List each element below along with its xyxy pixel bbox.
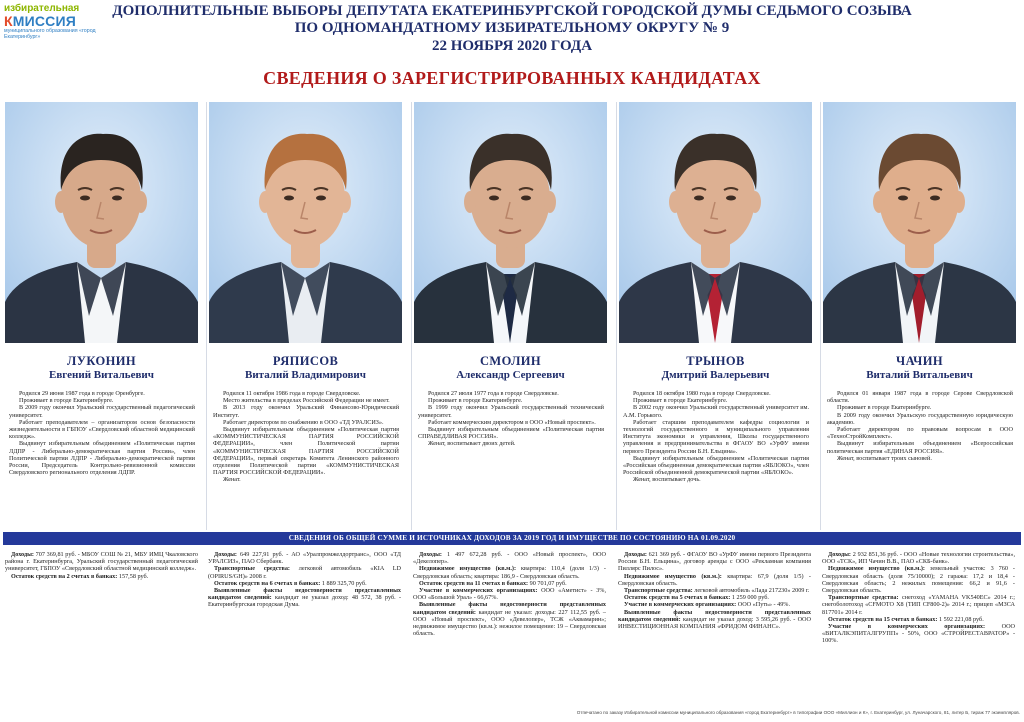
income-paragraph: Выявленные факты недостоверности представленных кандидатом сведений: кандидат не указал доход: 48 572, 38 руб. - Екатеринбургская городская Дума.: [208, 587, 401, 609]
candidate-card: [616, 102, 813, 530]
biography-paragraph: В 2009 году окончил Уральскую государственную юридическую академию.: [827, 411, 1013, 426]
election-date: 22 НОЯБРЯ 2020 ГОДА: [431, 38, 593, 54]
biography-paragraph: В 2013 году окончил Уральский Финансово-Юридический Институт.: [213, 404, 399, 419]
income-paragraph: Недвижимое имущество (кв.м.): земельный участок: 3 760 - Свердловская область (доля 75/10000); 2 гаража: 17,2 и 18,4 - Свердловская область; 2 нежилых помещения: 66,2 и 91,6 - Свердловская область.: [822, 565, 1015, 595]
title-line-1: ДОПОЛНИТЕЛЬНЫЕ ВЫБОРЫ ДЕПУТАТА ЕКАТЕРИНБУРГСКОЙ ГОРОДСКОЙ ДУМЫ СЕДЬМОГО СОЗЫВА: [112, 3, 912, 19]
biography-paragraph: Выдвинут избирательным объединением «Политическая партия СПРАВЕДЛИВАЯ РОССИЯ».: [418, 426, 604, 441]
biography-paragraph: Выдвинут избирательным объединением «Политическая партия ЛДПР - Либерально-демократическая партия России», член Политической партии ЛДПР - Либерально-демократической партии России, Председатель Контрольно-ревизионной комиссии Свердловского регионального отделения ЛДПР.: [9, 440, 195, 477]
title-line-2: ПО ОДНОМАНДАТНОМУ ИЗБИРАТЕЛЬНОМУ ОКРУГУ № 9: [294, 20, 730, 36]
candidate-surname: ТРЫНОВ: [686, 354, 745, 368]
candidate-surname: ЛУКОНИН: [67, 354, 136, 368]
income-paragraph: Выявленные факты недостоверности представленных кандидатом сведений: кандидат не указал: доходы: 227 112,55 руб. – ООО «Новый проспект», ООО «Девелопер», ТСЖ «Аквамарин»; недвижимое имущество (кв.м.): нежилое помещение: 19 – Свердловская область.: [413, 601, 607, 638]
logo-line-1: избирательная: [4, 3, 80, 14]
biography-paragraph: Работает директором по правовым вопросам в ООО «ТехноСтройКомплект».: [827, 426, 1013, 441]
election-commission-logo: [4, 3, 99, 43]
candidate-given-name: Дмитрий Валерьевич: [661, 369, 770, 381]
income-paragraph: Выявленные факты недостоверности представленных кандидатом сведений: кандидат не указал доход: 3 595,26 руб. - ООО ИНВЕСТИЦИОННАЯ КОМПАНИЯ «ФРИДОМ ФИНАНС».: [618, 608, 811, 631]
income-paragraph: Транспортные средства: легковой автомобиль «Лада 217230» 2009 г.: [624, 587, 810, 595]
candidate-income-details: [822, 551, 1015, 701]
candidate-photo: [619, 102, 812, 343]
candidate-biography: [213, 390, 399, 484]
income-paragraph: Доходы: 649 227,91 руб. - АО «Уралпромжелдортранс», ООО «ТД УРАЛСИЗ», ПАО Сбербанк.: [208, 551, 401, 566]
biography-paragraph: Женат, воспитывает двоих детей.: [428, 440, 516, 448]
candidate-surname: СМОЛИН: [479, 354, 542, 368]
income-paragraph: Недвижимое имущество (кв.м.): квартира: 110,4 (доля 1/3) - Свердловская область; квартира: 186,9 - Свердловская область.: [413, 565, 606, 580]
income-paragraph: Остаток средств на 5 счетах в банках: 1 259 000 руб.: [624, 594, 769, 602]
biography-paragraph: Проживает в городе Екатеринбурге.: [633, 397, 728, 405]
biography-paragraph: В 2009 году окончил Уральский государственный педагогический университет.: [9, 404, 195, 419]
candidate-card: [411, 102, 608, 530]
biography-paragraph: Проживает в городе Екатеринбурге.: [19, 397, 114, 405]
biography-paragraph: Родился 18 октября 1980 года в городе Свердловске.: [633, 390, 771, 397]
biography-paragraph: В 2002 году окончил Уральский государственный университет им. А.М. Горького.: [623, 404, 809, 419]
biography-paragraph: Работает директором по снабжению в ООО «ТД УРАЛСИЗ».: [223, 418, 384, 426]
income-paragraph: Остаток средств на 11 счетах в банках: 90 701,07 руб.: [419, 579, 567, 587]
poster-header: [0, 0, 1024, 96]
biography-paragraph: Место жительства в пределах Российской Федерации не имеет.: [223, 397, 390, 405]
biography-paragraph: Женат, воспитывает троих сыновей.: [837, 454, 932, 462]
income-paragraph: Транспортные средства: снегоход «YAMAHA VK540EC» 2014 г.; снегоболотоход «CFMOTO X8 (ТИП CF800-2)» 2014 г.; прицеп «МЗСА 817701» 2014 г.: [822, 594, 1015, 616]
biography-paragraph: Выдвинут избирательным объединением «Политическая партия «Российская объединенная демократическая партия «ЯБЛОКО», член Российской объединенной демократической партии «ЯБЛОКО».: [623, 454, 809, 477]
candidate-photo: [414, 102, 607, 343]
logo-line-3: муниципального образования «город Екатеринбург»: [4, 28, 96, 40]
candidate-biography: [827, 390, 1013, 462]
income-paragraph: Транспортные средства: легковой автомобиль «KIA LD (OPIRUS/GH)» 2008 г.: [208, 565, 401, 580]
biography-paragraph: Родился 11 октября 1986 года в городе Свердловске.: [223, 390, 361, 397]
candidate-photo: [209, 102, 402, 343]
candidate-income-details: [618, 551, 811, 701]
income-paragraph: Доходы: 2 932 851,36 руб. - ООО «Новые технологии строительства», ООО «ТСК», ИП Чачин В.В., ПАО «СКБ-банк».: [822, 551, 1015, 566]
income-paragraph: Недвижимое имущество (кв.м.): квартира: 67,9 (доля 1/5) - Свердловская область.: [618, 572, 811, 587]
candidate-photo: [823, 102, 1016, 343]
biography-paragraph: Проживает в городе Екатеринбурге.: [837, 404, 932, 412]
biography-paragraph: Работает коммерческим директором в ООО «Новый проспект».: [428, 418, 596, 426]
income-paragraph: Остаток средств на 15 счетах в банках: 1 592 221,08 руб.: [828, 615, 984, 623]
biography-paragraph: Женат, воспитывает дочь.: [633, 476, 701, 484]
biography-paragraph: В 1999 году окончил Уральский государственный технический университет.: [418, 404, 604, 419]
candidate-surname: РЯПИСОВ: [272, 354, 339, 368]
candidate-income-details: [413, 551, 606, 701]
candidate-given-name: Виталий Владимирович: [245, 369, 366, 381]
candidate-given-name: Виталий Витальевич: [866, 369, 973, 381]
income-paragraph: Доходы: 621 369 руб. - ФГАОУ ВО «УрФУ имени первого Президента России Б.Н. Ельцина», договор аренды с ООО «Рекламная компания Пиллярс Пилос».: [618, 551, 811, 573]
candidate-biography: [418, 390, 604, 448]
candidate-given-name: Александр Сергеевич: [456, 369, 565, 381]
income-paragraph: Участие в коммерческих организациях: ООО «Аметист» - 3%, ООО «Большой Урал» - 66,67%.: [413, 587, 606, 602]
income-section-band: СВЕДЕНИЯ ОБ ОБЩЕЙ СУММЕ И ИСТОЧНИКАХ ДОХОДОВ ЗА 2019 ГОД И ИМУЩЕСТВЕ ПО СОСТОЯНИЮ НА 01.09.2020: [3, 532, 1021, 545]
candidate-income-details: [208, 551, 401, 701]
biography-paragraph: Выдвинут избирательным объединением «Всероссийская политическая партия «ЕДИНАЯ РОССИЯ».: [827, 440, 1013, 455]
biography-paragraph: Родился 29 июня 1987 года в городе Оренбурге.: [19, 390, 145, 397]
candidate-biography: [9, 390, 195, 476]
candidate-card: [206, 102, 403, 530]
candidate-surname: ЧАЧИН: [896, 354, 943, 368]
biography-paragraph: Женат.: [223, 476, 241, 484]
candidate-biography: [623, 390, 809, 484]
biography-paragraph: Выдвинут избирательным объединением «Политическая партия «КОММУНИСТИЧЕСКАЯ ПАРТИЯ РОССИЙСКОЙ ФЕДЕРАЦИИ», член Политической партии «КОММУНИСТИЧЕСКАЯ ПАРТИЯ РОССИЙСКОЙ ФЕДЕРАЦИИ», первый секретарь Комитета Ленинского районного отделения Политической партии «КОММУНИСТИЧЕСКАЯ ПАРТИЯ РОССИЙСКОЙ ФЕДЕРАЦИИ».: [213, 426, 399, 477]
income-paragraph: Участие в коммерческих организациях: ООО «Путь» - 49%.: [624, 601, 791, 609]
logo-line-2: КМИССИЯ: [4, 13, 77, 29]
candidate-income-details: [5, 551, 198, 701]
candidate-given-name: Евгений Витальевич: [49, 369, 154, 381]
biography-paragraph: Родился 27 июля 1977 года в городе Свердловске.: [428, 390, 559, 397]
candidate-photo: [5, 102, 198, 343]
income-paragraph: Остаток средств на 6 счетах в банках: 1 889 325,70 руб.: [214, 579, 367, 587]
income-paragraph: Доходы: 707 369,81 руб. - МБОУ СОШ № 21, МБУ ИМЦ Чкаловского района г. Екатеринбурга, Уральский государственный педагогический университет, ГБПОУ «Свердловский областной медицинский колледж».: [5, 551, 198, 573]
income-paragraph: Доходы: 1 497 672,28 руб. - ООО «Новый проспект», ООО «Декелопер».: [413, 551, 606, 566]
candidate-card: [820, 102, 1017, 530]
biography-paragraph: Работает преподавателем – организатором основ безопасности жизнедеятельности в ГБПОУ «Свердловский областной медицинский колледж».: [9, 418, 195, 441]
candidate-card: [3, 102, 200, 530]
biography-paragraph: Работает старшим преподавателем кафедры социологии и технологий государственного и муниципального управления Института экономики и управления, Школы государственного управления и предпринимательства в ФГАОУ ВО «УрФУ имени первого Президента России Б.Н. Ельцина».: [623, 418, 809, 455]
income-paragraph: Остаток средств на 2 счетах в банках: 157,58 руб.: [11, 572, 149, 580]
biography-paragraph: Проживает в городе Екатеринбурге.: [428, 397, 523, 405]
section-title-candidates: СВЕДЕНИЯ О ЗАРЕГИСТРИРОВАННЫХ КАНДИДАТАХ: [263, 68, 761, 88]
print-imprint: Отпечатано по заказу Избирательной комиссии муниципального образования «город Екатеринбург» в типографии ООО «Миллион и К», г. Екатеринбург, ул. Луначарского, 81, литер Б, тираж 77 экземпляров.: [576, 710, 1020, 715]
income-paragraph: Участие в коммерческих организациях: ООО «ВИТАЛКЭПИТАЛГРУПП» - 50%, ООО «СТРОЙРЕСТАВРАТОР» - 100%.: [822, 623, 1016, 645]
biography-paragraph: Родился 01 января 1987 года в городе Серове Свердловской области.: [827, 390, 1013, 405]
